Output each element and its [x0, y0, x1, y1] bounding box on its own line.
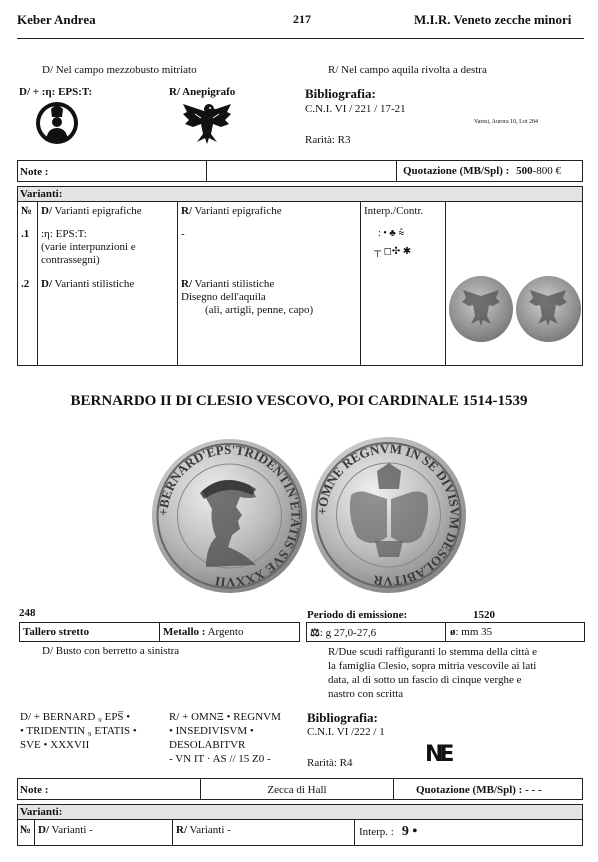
coin-rarity: Rarità: R4 [307, 757, 353, 769]
coin-diameter [450, 626, 492, 638]
coin-col-d [38, 824, 93, 836]
divider [159, 622, 160, 642]
top-col-d-text: Varianti epigrafiche [52, 205, 142, 217]
top-row2-r-line2: Disegno dell'aquila [181, 291, 266, 303]
coin-reverse-desc-3: data, al di sotto un fascio di cinque verghe e [328, 674, 522, 686]
coin-weight [310, 626, 376, 639]
top-quotation [403, 165, 561, 177]
top-row1-d-line1: :η: EPS:T: [41, 228, 87, 240]
eagle-icon [181, 100, 233, 146]
top-varianti-label: Varianti: [20, 188, 63, 200]
coin-reverse-legend [169, 710, 281, 766]
coin-col-r-label: R/ [176, 824, 187, 836]
coin-obverse-legend [20, 710, 137, 752]
top-row1-r: - [181, 228, 185, 240]
top-col-r-label: R/ [181, 205, 192, 217]
coin-metal [163, 626, 243, 638]
top-obverse-legend: D/ + :η: EPS:T: [19, 86, 93, 98]
coin-col-d-text: Varianti - [49, 824, 93, 836]
top-row2-r-line3: (ali, artigli, penne, capo) [205, 304, 314, 316]
coin-col-no: № [20, 824, 32, 836]
coin-reverse-desc-1: R/Due scudi raffiguranti lo stemma della città e [328, 646, 538, 658]
divider [396, 160, 397, 182]
reverse-coin-legend: +OMNE REGNVM IN SE DIVISVM DESOLABITVR [314, 440, 463, 590]
coin-rev-leg-3: DESOLABITVR [169, 739, 246, 751]
top-reverse-legend-text: R/ Anepigrafo [169, 86, 236, 98]
coin-obverse-photo [152, 439, 307, 593]
top-obverse-description: D/ Nel campo mezzobusto mitriato [42, 64, 197, 76]
coin-note-label: Note : [20, 784, 49, 796]
divider [17, 819, 583, 820]
coin-biblio-title: Bibliografia: [307, 710, 378, 725]
coin-rev-leg-4: - VN IT · AS // 15 Z0 - [169, 753, 271, 765]
top-col-r [181, 205, 282, 217]
top-col-interp: Interp./Contr. [364, 205, 424, 217]
top-row1-d-line2: (varie interpunzioni e [41, 241, 136, 253]
coin-obv-leg-3: SVE • XXXVII [20, 739, 90, 751]
coin-col-r [176, 824, 231, 836]
top-row1-no: .1 [21, 228, 30, 240]
top-row1-d [41, 228, 136, 267]
top-varianti-header-bg [18, 187, 582, 201]
coin-interp-symbol: 9 • [401, 824, 418, 839]
top-quot-high: -800 € [532, 165, 562, 177]
top-biblio-ref: C.N.I. VI / 221 / 17-21 [305, 103, 406, 115]
coin-mint-name: Zecca di Hall [267, 784, 327, 796]
coin-varianti-label: Varianti: [20, 806, 63, 818]
weight-icon: ⚖ [310, 627, 320, 639]
top-rarity: Rarità: R3 [305, 134, 351, 146]
coin-mint-mark: NE [425, 742, 451, 767]
coin-reverse-photo [311, 437, 466, 593]
coin-metal-value: Argento [205, 626, 244, 638]
top-col-r-text: Varianti epigrafiche [192, 205, 282, 217]
small-coin-reverse-photo [516, 276, 581, 342]
top-row1-symbols2: ┬ ◻✣ ✱ [374, 246, 412, 257]
top-row2-r [181, 278, 313, 317]
divider [206, 160, 207, 182]
top-quot-low: 500 [516, 165, 533, 177]
coin-period-label: Periodo di emissione: [307, 609, 408, 621]
coin-name: Tallero stretto [23, 626, 90, 638]
coin-metal-label: Metallo : [163, 626, 206, 638]
coin-col-interp [359, 824, 417, 840]
top-quot-label: Quotazione (MB/Spl) : [403, 165, 510, 177]
top-row2-r-text: Varianti stilistiche [192, 278, 275, 290]
small-coin-obverse-photo [449, 276, 513, 342]
top-row2-r-label: R/ [181, 278, 192, 290]
coin-reverse-desc-4: nastro con scritta [328, 688, 404, 700]
top-note-label: Note : [20, 166, 49, 178]
top-biblio-title: Bibliografia: [305, 86, 376, 101]
divider [172, 819, 173, 846]
coin-col-r-text: Varianti - [187, 824, 231, 836]
divider [354, 819, 355, 846]
coin-weight-text: : g 27,0-27,6 [319, 627, 377, 639]
top-col-d-label: D/ [41, 205, 52, 217]
diameter-icon: ø [450, 626, 456, 638]
divider [17, 201, 583, 202]
top-reverse-description: R/ Nel campo aquila rivolta a destra [328, 64, 487, 76]
coin-obv-leg-2: • TRIDENTIN ₉ ETATIS • [20, 725, 137, 737]
top-col-d [41, 205, 142, 217]
divider [360, 201, 361, 366]
coin-biblio-ref: C.N.I. VI /222 / 1 [307, 726, 385, 738]
coin-rev-leg-2: • INSEDIVISVM • [169, 725, 254, 737]
divider [393, 778, 394, 800]
header-page-number: 217 [293, 12, 311, 26]
header-rule [17, 38, 584, 39]
coin-varianti-header-bg [18, 805, 582, 819]
divider [177, 201, 178, 366]
section-title: BERNARDO II DI CLESIO VESCOVO, POI CARDINALE 1514-1539 [70, 393, 528, 409]
top-row2-d-label: D/ [41, 278, 52, 290]
top-col-no: № [21, 205, 33, 217]
divider [445, 201, 446, 366]
top-sale-ref: Varesi, Aurora 10, Lot 284 [474, 119, 538, 125]
coin-rev-leg-1: R/ + OMNΞ • REGNVM [169, 711, 281, 723]
coin-quotation: Quotazione (MB/Spl) : - - - [416, 784, 542, 796]
coin-diameter-text: : mm 35 [455, 626, 493, 638]
top-row2-d-text: Varianti stilistiche [52, 278, 135, 290]
bishop-bust-icon [35, 101, 79, 145]
divider [34, 819, 35, 846]
header-author: Keber Andrea [17, 12, 96, 27]
coin-reverse-desc-2: la famiglia Clesio, sopra mitria vescovile ai lati [328, 660, 537, 672]
top-row2-no: .2 [21, 278, 30, 290]
divider [37, 201, 38, 366]
coin-obv-leg-1: D/ + BERNARD ₉ EPS̅ • [20, 711, 131, 723]
obverse-coin-legend: +BERNARD'EPS'TRIDENTIN'ETATIS SVE XXXVII [155, 441, 304, 591]
coin-period-value: 1520 [473, 609, 495, 621]
header-series: M.I.R. Veneto zecche minori [414, 12, 572, 27]
coin-reverse-description [328, 645, 537, 701]
coin-col-d-label: D/ [38, 824, 49, 836]
top-reverse-legend [169, 86, 235, 98]
top-row1-symbols1: : • ♣ ⩯ [378, 228, 405, 239]
coin-number: 248 [19, 607, 36, 619]
coin-col-interp-label: Interp. : [359, 826, 394, 838]
top-row1-d-line3: contrassegni) [41, 254, 100, 266]
top-row2-d [41, 278, 134, 290]
coin-obverse-description: D/ Busto con berretto a sinistra [42, 645, 180, 657]
divider [445, 622, 446, 642]
